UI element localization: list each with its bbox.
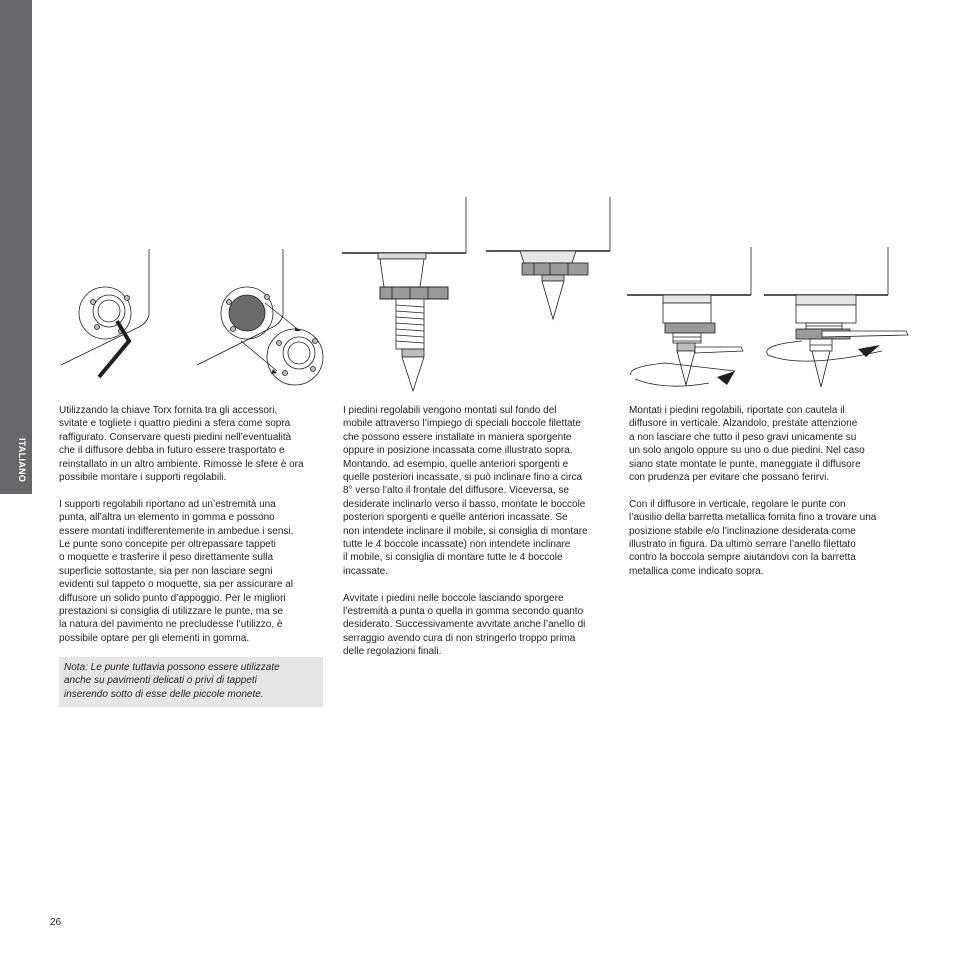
- illustration-protruding-bushing: [340, 195, 470, 395]
- page-number: 26: [50, 917, 62, 928]
- illustration-ball-foot-removed: [195, 245, 335, 395]
- illustration-tighten-locking-ring: [762, 245, 912, 390]
- text-column-3: [629, 404, 909, 592]
- paragraph: Utilizzando la chiave Torx fornita tra gli accessori, svitate e togliete i quattro piedini a sfera come sopra raffigurato. Conservare questi piedini nell’eventualità che il diffusore debba in futuro essere trasportato e reinstallato in un altro ambiente. Rimosse le sfere è ora possibile montare i supporti regolabili.: [59, 405, 304, 484]
- language-label: ITALIANO: [17, 438, 27, 483]
- text-column-2: [343, 404, 618, 672]
- text-column-1: [59, 404, 331, 659]
- paragraph: Montati i piedini regolabili, riportate con cautela il diffusore in verticale. Alzandolo, prestate attenzione a non lasciare che tutto il peso gravi unicamente su un solo angolo oppure su uno o due piedini. Nel caso siano state montate le punte, maneggiate il diffusore con prudenza per evitare che possano ferirvi.: [629, 405, 865, 484]
- illustration-remove-ball-feet: [55, 245, 155, 385]
- paragraph: Con il diffusore in verticale, regolare le punte con l’ausilio della barretta metallica fornita fino a trovare una posizione stabile e/o l’inclinazione desiderata come illustrato in figura. Da ultimo serrare l’anello filettato contro la boccola sempre aiutandovi con la barretta metallica come indicato sopra.: [629, 498, 877, 577]
- paragraph: Avvitate i piedini nelle boccole lasciando sporgere l’estremità a punta o quella in gomma secondo quanto desiderato. Successivamente avvitate anche l’anello di serraggio avendo cura di non stringerlo troppo prima delle regolazioni finali.: [343, 592, 586, 658]
- language-side-tab: [0, 0, 32, 494]
- illustration-adjust-spike: [625, 245, 760, 390]
- note-box: Nota: Le punte tuttavia possono essere utilizzate anche su pavimenti delicati o privi di tappeti inserendo sotto di esse delle piccole monete.: [59, 657, 323, 707]
- illustration-recessed-bushing: [484, 195, 614, 325]
- paragraph: I piedini regolabili vengono montati sul fondo del mobile attraverso l’impiego di speciali boccole filettate che possono essere installate in maniera sporgente oppure in posizione incassata come illustrato sopra. Montando, ad esempio, quelle anteriori sporgenti e quelle posteriori incassate, si può inclinare fino a circa 8° verso l’alto il frontale del diffusore. Viceversa, se desiderate inclinarlo verso il basso, montate le boccole posteriori sporgenti e quelle anteriori incassate. Se non intendete inclinare il mobile, si consiglia di montare tutte le 4 boccole incassate) non intendete inclinare il mobile, si consiglia di montare tutte le 4 boccole incassate.: [343, 405, 588, 577]
- paragraph: I supporti regolabili riportano ad un’estremità una punta, all’altra un elemento in gomma e possono essere montati indifferentemente in ambedue i sensi. Le punte sono concepite per oltrepassare tappeti o moquette e trasferire il peso direttamente sulla superficie sottostante, sia per non lasciare segni evidenti sul tappeto o moquette, sia per assicurare al diffusore un solido punto d’appoggio. Per le migliori prestazioni si consiglia di utilizzare le punte, ma se la natura del pavimento ne precludesse l’utilizzo, è possibile optare per gli elementi in gomma.: [59, 498, 294, 644]
